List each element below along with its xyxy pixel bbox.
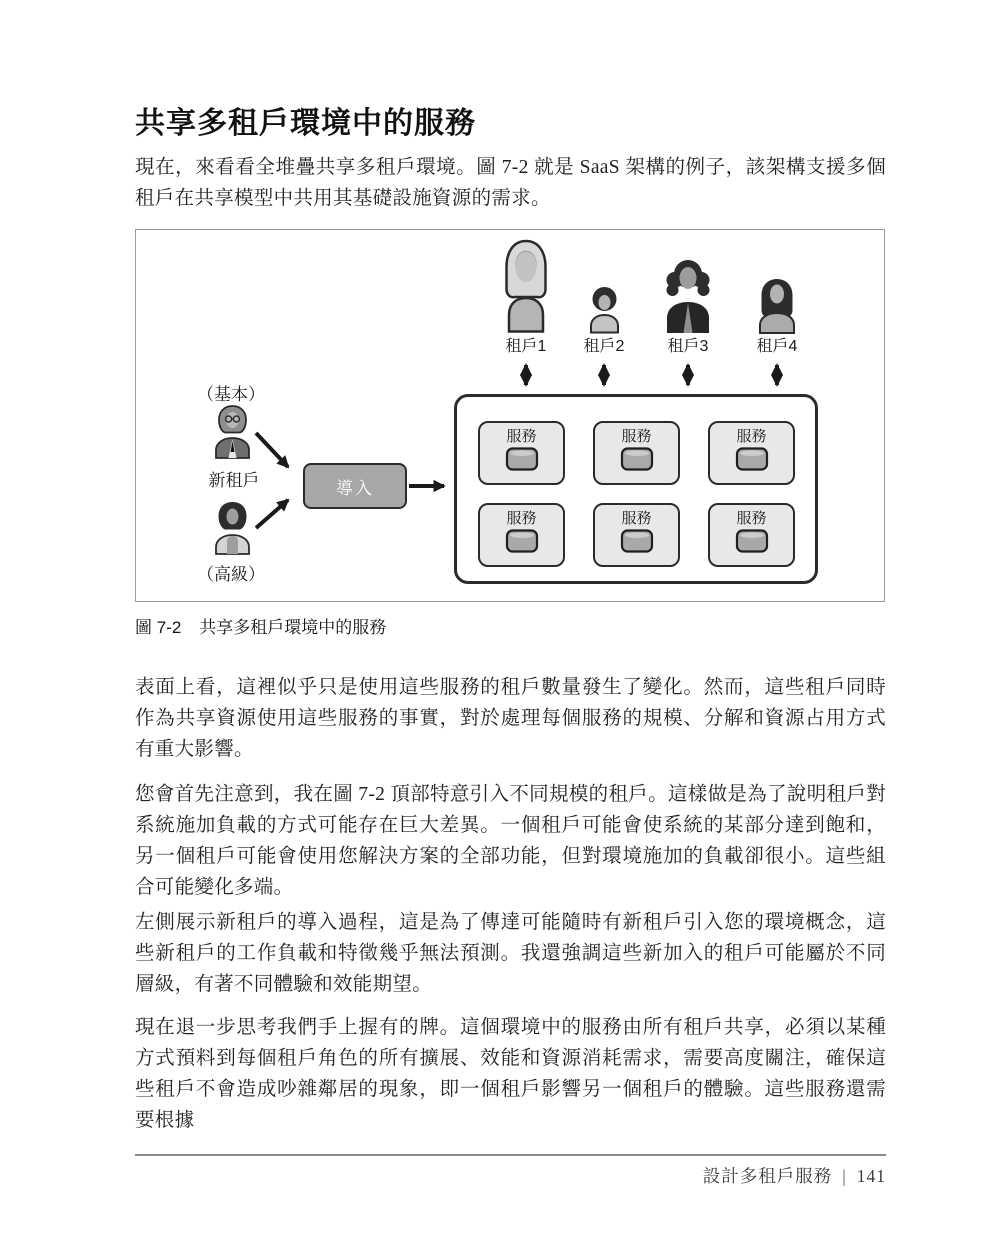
service-box <box>593 421 680 485</box>
advanced-tenant-arrow <box>256 500 288 528</box>
figure-caption-label: 圖 7-2 <box>135 618 182 637</box>
footer-separator: | <box>842 1166 847 1186</box>
paragraph-2: 表面上看，這裡似乎只是使用這些服務的租戶數量發生了變化。然而，這些租戶同時作為共享資源使用這些服務的事實，對於處理每個服務的規模、分解和資源占用方式有重大影響。 <box>135 677 886 760</box>
figure-7-2 <box>135 229 885 602</box>
service-label: 服務 <box>621 428 652 445</box>
paragraph-4: 左側展示新租戶的導入過程，這是為了傳達可能隨時有新租戶引入您的環境概念，這些新租戶的工作負載和特徵幾乎無法預測。我還強調這些新加入的租戶可能屬於不同層級，有著不同體驗和效能期望。 <box>135 912 886 995</box>
tenant4-label: 租戶4 <box>756 338 798 355</box>
page-footer <box>135 1163 886 1188</box>
services-container <box>454 394 818 584</box>
paragraph-5: 現在退一步思考我們手上握有的牌。這個環境中的服務由所有租戶共享，必須以某種方式預料到每個租戶角色的所有擴展、效能和資源消耗需求，需要高度關注，確保這些租戶不會造成吵雜鄰居的現象，即一個租戶影響另一個租戶的體驗。這些服務還需要根據 <box>135 1017 886 1131</box>
tier-basic-label: （基本） <box>197 385 265 404</box>
person-afro-icon <box>588 286 621 334</box>
service-box <box>478 503 565 567</box>
tenant1-label: 租戶1 <box>505 338 547 355</box>
service-label: 服務 <box>506 428 537 445</box>
person-hijab-icon <box>500 238 552 334</box>
database-icon <box>735 528 769 554</box>
footer-rule <box>135 1154 886 1156</box>
onboarding-box <box>303 463 407 509</box>
service-box <box>478 421 565 485</box>
footer-page-number: 141 <box>856 1166 886 1186</box>
service-box <box>593 503 680 567</box>
footer-chapter-title: 設計多租戶服務 <box>702 1166 833 1186</box>
database-icon <box>620 528 654 554</box>
person-bob-hair-icon <box>213 500 252 555</box>
onboarding-label: 導入 <box>336 478 374 498</box>
person-glasses-icon <box>213 404 252 459</box>
service-box <box>708 503 795 567</box>
service-label: 服務 <box>621 510 652 527</box>
database-icon <box>620 446 654 472</box>
service-box <box>708 421 795 485</box>
database-icon <box>735 446 769 472</box>
database-icon <box>505 446 539 472</box>
figure-caption-title: 共享多租戶環境中的服務 <box>199 618 387 637</box>
service-label: 服務 <box>736 428 767 445</box>
new-tenant-label: 新租戶 <box>208 471 260 490</box>
person-long-hair-icon <box>755 277 799 334</box>
paragraph-3: 您會首先注意到，我在圖 7-2 頂部特意引入不同規模的租戶。這樣做是為了說明租戶對系統施加負載的方式可能存在巨大差異。一個租戶可能會使系統的某部分達到飽和，另一個租戶可能會使用您解決方案的全部功能，但對環境施加的負載卻很小。這些組合可能變化多端。 <box>135 784 886 898</box>
person-curly-hair-icon <box>663 258 713 334</box>
service-label: 服務 <box>736 510 767 527</box>
service-label: 服務 <box>506 510 537 527</box>
figure-caption <box>135 613 886 638</box>
paragraph-1: 現在，來看看全堆疊共享多租戶環境。圖 7-2 就是 SaaS 架構的例子，該架構支援多個租戶在共享模型中共用其基礎設施資源的需求。 <box>135 157 886 209</box>
tenant3-label: 租戶3 <box>667 338 709 355</box>
basic-tenant-arrow <box>256 433 288 467</box>
database-icon <box>505 528 539 554</box>
tier-advanced-label: （高級） <box>197 565 265 584</box>
tenant2-label: 租戶2 <box>583 338 625 355</box>
page-title: 共享多租戶環境中的服務 <box>135 107 476 140</box>
